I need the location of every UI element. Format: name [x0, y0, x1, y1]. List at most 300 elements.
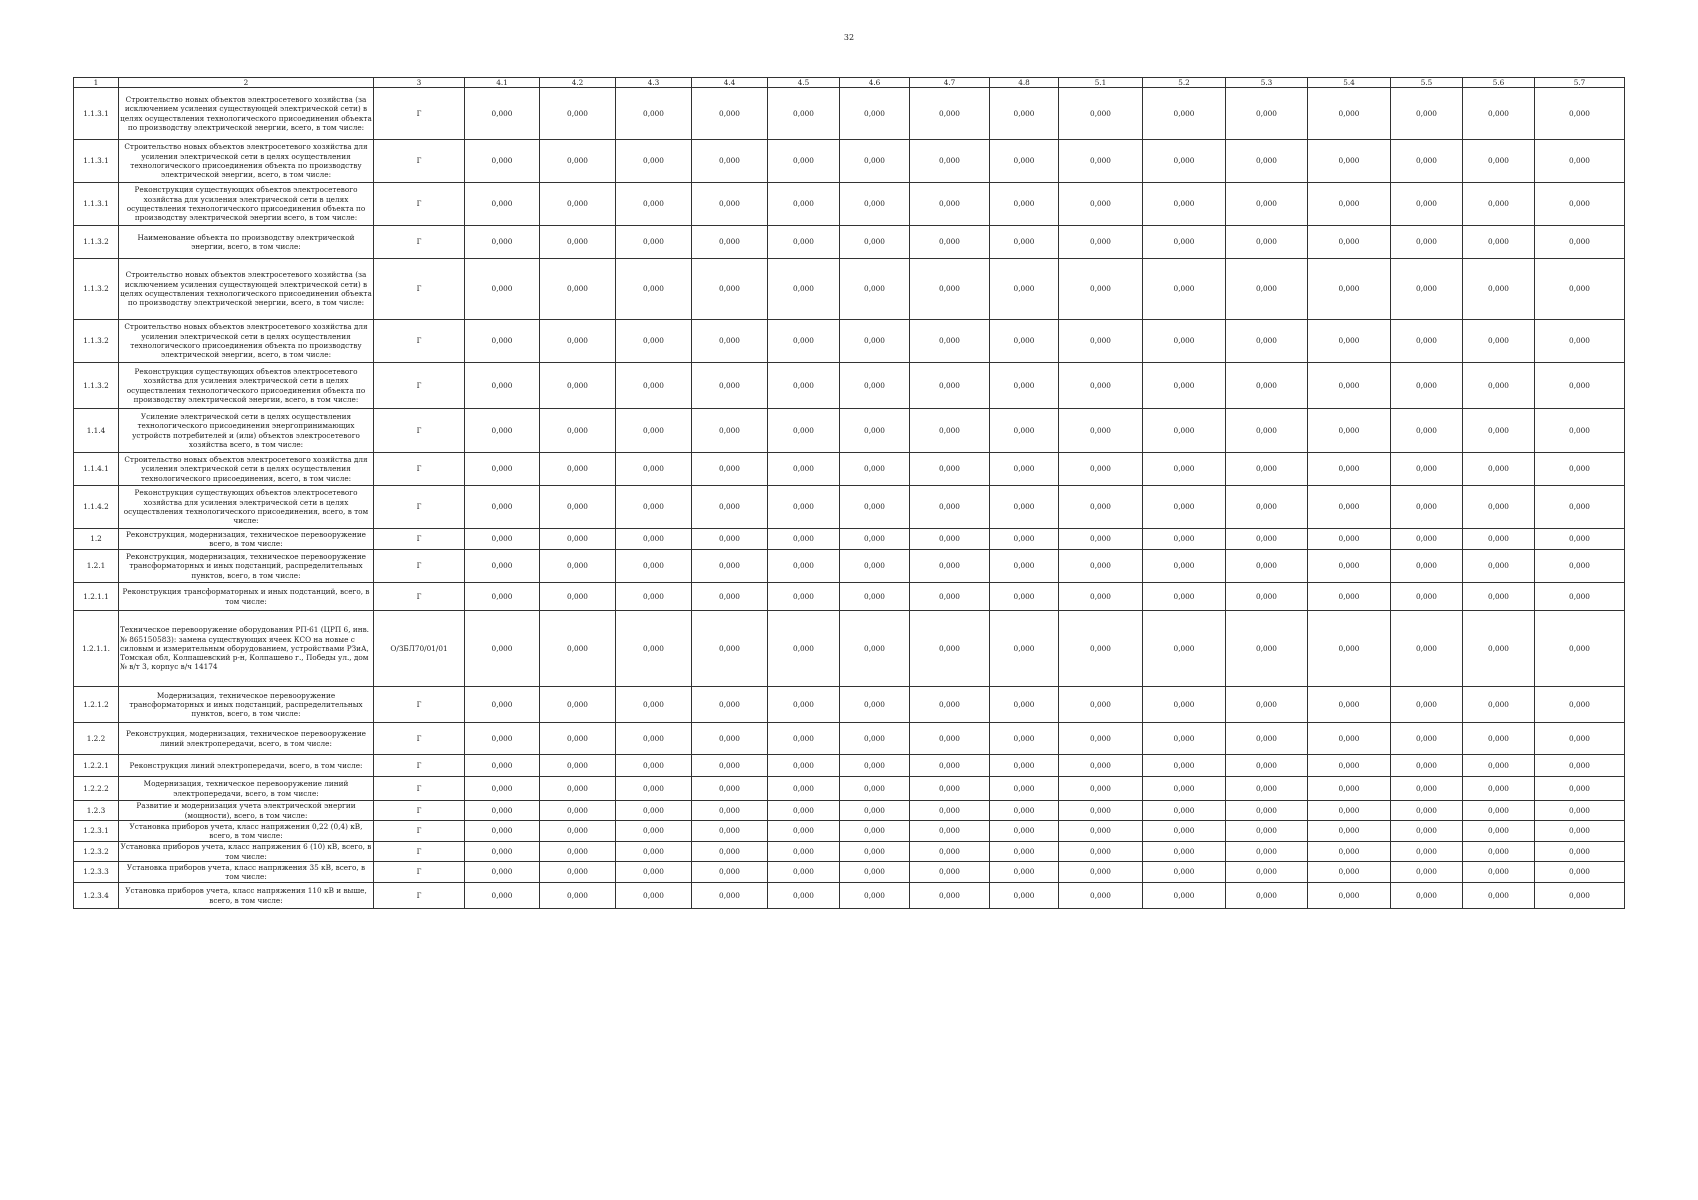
row-number: 1.2.3.2 [74, 842, 119, 862]
value-cell: 0,000 [1391, 687, 1463, 723]
value-cell: 0,000 [910, 88, 990, 140]
value-cell: 0,000 [465, 777, 540, 801]
value-cell: 0,000 [1535, 755, 1625, 777]
value-cell: 0,000 [1226, 409, 1308, 453]
value-cell: 0,000 [1535, 821, 1625, 842]
value-cell: 0,000 [465, 529, 540, 550]
header-cell: 4.4 [692, 78, 768, 88]
value-cell: 0,000 [768, 259, 840, 320]
value-cell: 0,000 [692, 486, 768, 529]
value-cell: 0,000 [540, 611, 616, 687]
value-cell: 0,000 [1226, 821, 1308, 842]
investment-program-table [73, 77, 1625, 909]
value-cell: 0,000 [910, 755, 990, 777]
row-name: Установка приборов учета, класс напряжения 35 кВ, всего, в том числе: [119, 862, 374, 883]
row-code: Г [374, 842, 465, 862]
value-cell: 0,000 [840, 363, 910, 409]
value-cell: 0,000 [540, 821, 616, 842]
row-number: 1.1.3.2 [74, 363, 119, 409]
value-cell: 0,000 [840, 611, 910, 687]
table-row [74, 363, 1625, 409]
value-cell: 0,000 [840, 842, 910, 862]
value-cell: 0,000 [910, 801, 990, 821]
value-cell: 0,000 [840, 320, 910, 363]
value-cell: 0,000 [768, 363, 840, 409]
value-cell: 0,000 [465, 259, 540, 320]
row-number: 1.2.2.1 [74, 755, 119, 777]
value-cell: 0,000 [1143, 883, 1226, 909]
row-code: Г [374, 409, 465, 453]
value-cell: 0,000 [1059, 842, 1143, 862]
value-cell: 0,000 [692, 687, 768, 723]
header-cell: 5.7 [1535, 78, 1625, 88]
value-cell: 0,000 [465, 801, 540, 821]
value-cell: 0,000 [1535, 183, 1625, 226]
row-code: Г [374, 583, 465, 611]
row-name: Строительство новых объектов электросетевого хозяйства для усиления электрической сети в целях осуществления технологического присоединения объекта по производству электрической энергии, всего, в том числе: [119, 140, 374, 183]
value-cell: 0,000 [1391, 486, 1463, 529]
value-cell: 0,000 [990, 529, 1059, 550]
value-cell: 0,000 [1463, 777, 1535, 801]
value-cell: 0,000 [540, 842, 616, 862]
value-cell: 0,000 [768, 550, 840, 583]
value-cell: 0,000 [1308, 486, 1391, 529]
value-cell: 0,000 [1391, 801, 1463, 821]
value-cell: 0,000 [1308, 801, 1391, 821]
row-name: Реконструкция существующих объектов электросетевого хозяйства для усиления электрической сети в целях осуществления технологического присоединения объекта по производству электрической энергии, всего, в том числе: [119, 363, 374, 409]
row-name: Установка приборов учета, класс напряжения 110 кВ и выше, всего, в том числе: [119, 883, 374, 909]
row-code: Г [374, 801, 465, 821]
value-cell: 0,000 [616, 862, 692, 883]
value-cell: 0,000 [1059, 777, 1143, 801]
row-code: Г [374, 777, 465, 801]
value-cell: 0,000 [1059, 140, 1143, 183]
table-row [74, 88, 1625, 140]
value-cell: 0,000 [768, 140, 840, 183]
value-cell: 0,000 [616, 801, 692, 821]
value-cell: 0,000 [990, 226, 1059, 259]
value-cell: 0,000 [1391, 862, 1463, 883]
value-cell: 0,000 [1059, 409, 1143, 453]
value-cell: 0,000 [465, 611, 540, 687]
value-cell: 0,000 [1391, 140, 1463, 183]
table-row [74, 550, 1625, 583]
value-cell: 0,000 [616, 723, 692, 755]
value-cell: 0,000 [1308, 777, 1391, 801]
value-cell: 0,000 [1463, 88, 1535, 140]
value-cell: 0,000 [840, 862, 910, 883]
value-cell: 0,000 [616, 883, 692, 909]
value-cell: 0,000 [1059, 226, 1143, 259]
row-code: Г [374, 140, 465, 183]
value-cell: 0,000 [910, 862, 990, 883]
value-cell: 0,000 [1308, 226, 1391, 259]
value-cell: 0,000 [840, 755, 910, 777]
value-cell: 0,000 [465, 226, 540, 259]
value-cell: 0,000 [1308, 723, 1391, 755]
value-cell: 0,000 [1391, 550, 1463, 583]
value-cell: 0,000 [540, 259, 616, 320]
value-cell: 0,000 [692, 363, 768, 409]
row-number: 1.1.3.1 [74, 140, 119, 183]
value-cell: 0,000 [1391, 226, 1463, 259]
value-cell: 0,000 [692, 550, 768, 583]
value-cell: 0,000 [1226, 88, 1308, 140]
value-cell: 0,000 [465, 862, 540, 883]
row-number: 1.2 [74, 529, 119, 550]
value-cell: 0,000 [840, 550, 910, 583]
row-number: 1.1.4.2 [74, 486, 119, 529]
value-cell: 0,000 [1463, 453, 1535, 486]
row-number: 1.2.1.1. [74, 611, 119, 687]
value-cell: 0,000 [1391, 821, 1463, 842]
value-cell: 0,000 [990, 821, 1059, 842]
value-cell: 0,000 [1308, 755, 1391, 777]
value-cell: 0,000 [1059, 801, 1143, 821]
value-cell: 0,000 [990, 453, 1059, 486]
value-cell: 0,000 [465, 842, 540, 862]
value-cell: 0,000 [840, 226, 910, 259]
value-cell: 0,000 [1391, 755, 1463, 777]
value-cell: 0,000 [692, 862, 768, 883]
header-cell: 5.1 [1059, 78, 1143, 88]
value-cell: 0,000 [990, 550, 1059, 583]
value-cell: 0,000 [910, 883, 990, 909]
value-cell: 0,000 [840, 723, 910, 755]
value-cell: 0,000 [465, 583, 540, 611]
value-cell: 0,000 [1463, 529, 1535, 550]
table-row [74, 842, 1625, 862]
value-cell: 0,000 [1143, 862, 1226, 883]
header-cell: 2 [119, 78, 374, 88]
value-cell: 0,000 [692, 801, 768, 821]
value-cell: 0,000 [1308, 529, 1391, 550]
value-cell: 0,000 [990, 583, 1059, 611]
value-cell: 0,000 [1059, 821, 1143, 842]
value-cell: 0,000 [1535, 259, 1625, 320]
value-cell: 0,000 [1391, 723, 1463, 755]
value-cell: 0,000 [1226, 723, 1308, 755]
row-code: Г [374, 226, 465, 259]
value-cell: 0,000 [1535, 777, 1625, 801]
value-cell: 0,000 [465, 723, 540, 755]
value-cell: 0,000 [1308, 453, 1391, 486]
value-cell: 0,000 [540, 583, 616, 611]
value-cell: 0,000 [910, 687, 990, 723]
value-cell: 0,000 [1143, 687, 1226, 723]
value-cell: 0,000 [1463, 723, 1535, 755]
value-cell: 0,000 [990, 801, 1059, 821]
row-code: Г [374, 88, 465, 140]
value-cell: 0,000 [990, 259, 1059, 320]
table-row [74, 883, 1625, 909]
table-row [74, 801, 1625, 821]
value-cell: 0,000 [1059, 611, 1143, 687]
value-cell: 0,000 [990, 862, 1059, 883]
value-cell: 0,000 [465, 821, 540, 842]
value-cell: 0,000 [910, 550, 990, 583]
value-cell: 0,000 [840, 88, 910, 140]
value-cell: 0,000 [1535, 550, 1625, 583]
row-number: 1.1.3.2 [74, 320, 119, 363]
value-cell: 0,000 [1463, 862, 1535, 883]
value-cell: 0,000 [692, 529, 768, 550]
value-cell: 0,000 [768, 777, 840, 801]
row-code: Г [374, 723, 465, 755]
value-cell: 0,000 [1391, 529, 1463, 550]
value-cell: 0,000 [540, 550, 616, 583]
value-cell: 0,000 [1226, 140, 1308, 183]
value-cell: 0,000 [1226, 486, 1308, 529]
value-cell: 0,000 [768, 183, 840, 226]
value-cell: 0,000 [1143, 723, 1226, 755]
value-cell: 0,000 [1143, 821, 1226, 842]
value-cell: 0,000 [1391, 409, 1463, 453]
value-cell: 0,000 [1059, 755, 1143, 777]
value-cell: 0,000 [768, 611, 840, 687]
value-cell: 0,000 [1143, 226, 1226, 259]
row-number: 1.2.2 [74, 723, 119, 755]
value-cell: 0,000 [990, 320, 1059, 363]
value-cell: 0,000 [1226, 453, 1308, 486]
value-cell: 0,000 [540, 320, 616, 363]
value-cell: 0,000 [1463, 801, 1535, 821]
value-cell: 0,000 [1535, 226, 1625, 259]
value-cell: 0,000 [1308, 259, 1391, 320]
value-cell: 0,000 [465, 486, 540, 529]
value-cell: 0,000 [1391, 183, 1463, 226]
value-cell: 0,000 [1391, 259, 1463, 320]
row-code: Г [374, 320, 465, 363]
row-number: 1.1.4.1 [74, 453, 119, 486]
value-cell: 0,000 [692, 88, 768, 140]
value-cell: 0,000 [1226, 755, 1308, 777]
value-cell: 0,000 [910, 140, 990, 183]
value-cell: 0,000 [1059, 320, 1143, 363]
value-cell: 0,000 [1143, 363, 1226, 409]
value-cell: 0,000 [540, 363, 616, 409]
row-name: Модернизация, техническое перевооружение линий электропередачи, всего, в том числе: [119, 777, 374, 801]
header-cell: 4.6 [840, 78, 910, 88]
row-name: Установка приборов учета, класс напряжения 0,22 (0,4) кВ, всего, в том числе: [119, 821, 374, 842]
value-cell: 0,000 [692, 259, 768, 320]
value-cell: 0,000 [540, 486, 616, 529]
value-cell: 0,000 [465, 409, 540, 453]
table-row [74, 183, 1625, 226]
value-cell: 0,000 [1308, 821, 1391, 842]
value-cell: 0,000 [768, 88, 840, 140]
value-cell: 0,000 [1391, 88, 1463, 140]
value-cell: 0,000 [990, 755, 1059, 777]
value-cell: 0,000 [1226, 583, 1308, 611]
value-cell: 0,000 [616, 409, 692, 453]
value-cell: 0,000 [1463, 550, 1535, 583]
table-row [74, 611, 1625, 687]
value-cell: 0,000 [1391, 363, 1463, 409]
value-cell: 0,000 [990, 842, 1059, 862]
table-row [74, 687, 1625, 723]
value-cell: 0,000 [1535, 409, 1625, 453]
value-cell: 0,000 [1226, 842, 1308, 862]
value-cell: 0,000 [910, 842, 990, 862]
value-cell: 0,000 [910, 363, 990, 409]
value-cell: 0,000 [1059, 583, 1143, 611]
row-number: 1.2.2.2 [74, 777, 119, 801]
value-cell: 0,000 [910, 320, 990, 363]
value-cell: 0,000 [1143, 453, 1226, 486]
value-cell: 0,000 [990, 611, 1059, 687]
row-name: Строительство новых объектов электросетевого хозяйства для усиления электрической сети в целях осуществления технологического присоединения, всего, в том числе: [119, 453, 374, 486]
value-cell: 0,000 [465, 755, 540, 777]
value-cell: 0,000 [616, 529, 692, 550]
row-name: Реконструкция трансформаторных и иных подстанций, всего, в том числе: [119, 583, 374, 611]
table-row [74, 486, 1625, 529]
value-cell: 0,000 [540, 88, 616, 140]
value-cell: 0,000 [1391, 583, 1463, 611]
value-cell: 0,000 [990, 687, 1059, 723]
value-cell: 0,000 [692, 409, 768, 453]
value-cell: 0,000 [1308, 409, 1391, 453]
value-cell: 0,000 [910, 453, 990, 486]
value-cell: 0,000 [1143, 777, 1226, 801]
value-cell: 0,000 [910, 723, 990, 755]
value-cell: 0,000 [768, 320, 840, 363]
value-cell: 0,000 [1308, 183, 1391, 226]
value-cell: 0,000 [840, 409, 910, 453]
header-cell: 5.4 [1308, 78, 1391, 88]
value-cell: 0,000 [1143, 550, 1226, 583]
row-code: Г [374, 883, 465, 909]
header-cell: 5.3 [1226, 78, 1308, 88]
value-cell: 0,000 [990, 363, 1059, 409]
value-cell: 0,000 [1308, 140, 1391, 183]
value-cell: 0,000 [540, 226, 616, 259]
row-name: Реконструкция, модернизация, техническое перевооружение трансформаторных и иных подстанций, распределительных пунктов, всего, в том числе: [119, 550, 374, 583]
value-cell: 0,000 [1226, 226, 1308, 259]
value-cell: 0,000 [1463, 583, 1535, 611]
value-cell: 0,000 [1463, 611, 1535, 687]
value-cell: 0,000 [616, 611, 692, 687]
value-cell: 0,000 [465, 687, 540, 723]
value-cell: 0,000 [616, 550, 692, 583]
value-cell: 0,000 [768, 687, 840, 723]
value-cell: 0,000 [768, 821, 840, 842]
value-cell: 0,000 [1463, 687, 1535, 723]
value-cell: 0,000 [1391, 842, 1463, 862]
row-name: Модернизация, техническое перевооружение трансформаторных и иных подстанций, распределительных пунктов, всего, в том числе: [119, 687, 374, 723]
row-name: Реконструкция, модернизация, техническое перевооружение линий электропередачи, всего, в том числе: [119, 723, 374, 755]
value-cell: 0,000 [540, 801, 616, 821]
value-cell: 0,000 [1143, 140, 1226, 183]
value-cell: 0,000 [1463, 821, 1535, 842]
value-cell: 0,000 [540, 687, 616, 723]
value-cell: 0,000 [540, 529, 616, 550]
value-cell: 0,000 [692, 821, 768, 842]
value-cell: 0,000 [1308, 883, 1391, 909]
value-cell: 0,000 [1463, 486, 1535, 529]
value-cell: 0,000 [1226, 183, 1308, 226]
value-cell: 0,000 [1463, 259, 1535, 320]
value-cell: 0,000 [840, 183, 910, 226]
value-cell: 0,000 [692, 842, 768, 862]
value-cell: 0,000 [616, 183, 692, 226]
value-cell: 0,000 [1463, 183, 1535, 226]
row-number: 1.1.3.1 [74, 88, 119, 140]
value-cell: 0,000 [616, 453, 692, 486]
value-cell: 0,000 [910, 777, 990, 801]
value-cell: 0,000 [990, 140, 1059, 183]
value-cell: 0,000 [616, 842, 692, 862]
value-cell: 0,000 [840, 529, 910, 550]
value-cell: 0,000 [1463, 409, 1535, 453]
value-cell: 0,000 [1059, 88, 1143, 140]
header-cell: 4.3 [616, 78, 692, 88]
value-cell: 0,000 [1463, 842, 1535, 862]
header-cell: 4.5 [768, 78, 840, 88]
value-cell: 0,000 [1535, 842, 1625, 862]
value-cell: 0,000 [1226, 883, 1308, 909]
row-code: Г [374, 259, 465, 320]
value-cell: 0,000 [840, 140, 910, 183]
table-row [74, 320, 1625, 363]
value-cell: 0,000 [616, 320, 692, 363]
value-cell: 0,000 [840, 883, 910, 909]
value-cell: 0,000 [1308, 320, 1391, 363]
value-cell: 0,000 [1535, 486, 1625, 529]
value-cell: 0,000 [910, 611, 990, 687]
value-cell: 0,000 [1308, 687, 1391, 723]
value-cell: 0,000 [1535, 453, 1625, 486]
row-code: Г [374, 486, 465, 529]
value-cell: 0,000 [465, 320, 540, 363]
value-cell: 0,000 [540, 883, 616, 909]
value-cell: 0,000 [1535, 140, 1625, 183]
table-row [74, 140, 1625, 183]
value-cell: 0,000 [465, 550, 540, 583]
value-cell: 0,000 [1059, 259, 1143, 320]
row-number: 1.1.3.1 [74, 183, 119, 226]
value-cell: 0,000 [465, 363, 540, 409]
value-cell: 0,000 [990, 183, 1059, 226]
value-cell: 0,000 [1391, 883, 1463, 909]
value-cell: 0,000 [990, 723, 1059, 755]
value-cell: 0,000 [1143, 583, 1226, 611]
value-cell: 0,000 [1226, 862, 1308, 883]
row-code: Г [374, 363, 465, 409]
value-cell: 0,000 [692, 320, 768, 363]
value-cell: 0,000 [616, 140, 692, 183]
value-cell: 0,000 [1059, 723, 1143, 755]
value-cell: 0,000 [1535, 883, 1625, 909]
value-cell: 0,000 [1143, 486, 1226, 529]
value-cell: 0,000 [1143, 88, 1226, 140]
value-cell: 0,000 [692, 883, 768, 909]
row-name: Усиление электрической сети в целях осуществления технологического присоединения энергопринимающих устройств потребителей и (или) объектов электросетевого хозяйства всего, в том числе: [119, 409, 374, 453]
value-cell: 0,000 [990, 486, 1059, 529]
row-number: 1.2.3.4 [74, 883, 119, 909]
row-name: Реконструкция существующих объектов электросетевого хозяйства для усиления электрической сети в целях осуществления технологического присоединения объекта по производству электрической энергии всего, в том числе: [119, 183, 374, 226]
value-cell: 0,000 [1535, 583, 1625, 611]
value-cell: 0,000 [910, 583, 990, 611]
value-cell: 0,000 [1391, 453, 1463, 486]
value-cell: 0,000 [768, 723, 840, 755]
value-cell: 0,000 [1226, 320, 1308, 363]
table-row [74, 529, 1625, 550]
table-row [74, 821, 1625, 842]
value-cell: 0,000 [768, 862, 840, 883]
row-number: 1.2.3.3 [74, 862, 119, 883]
value-cell: 0,000 [1308, 550, 1391, 583]
